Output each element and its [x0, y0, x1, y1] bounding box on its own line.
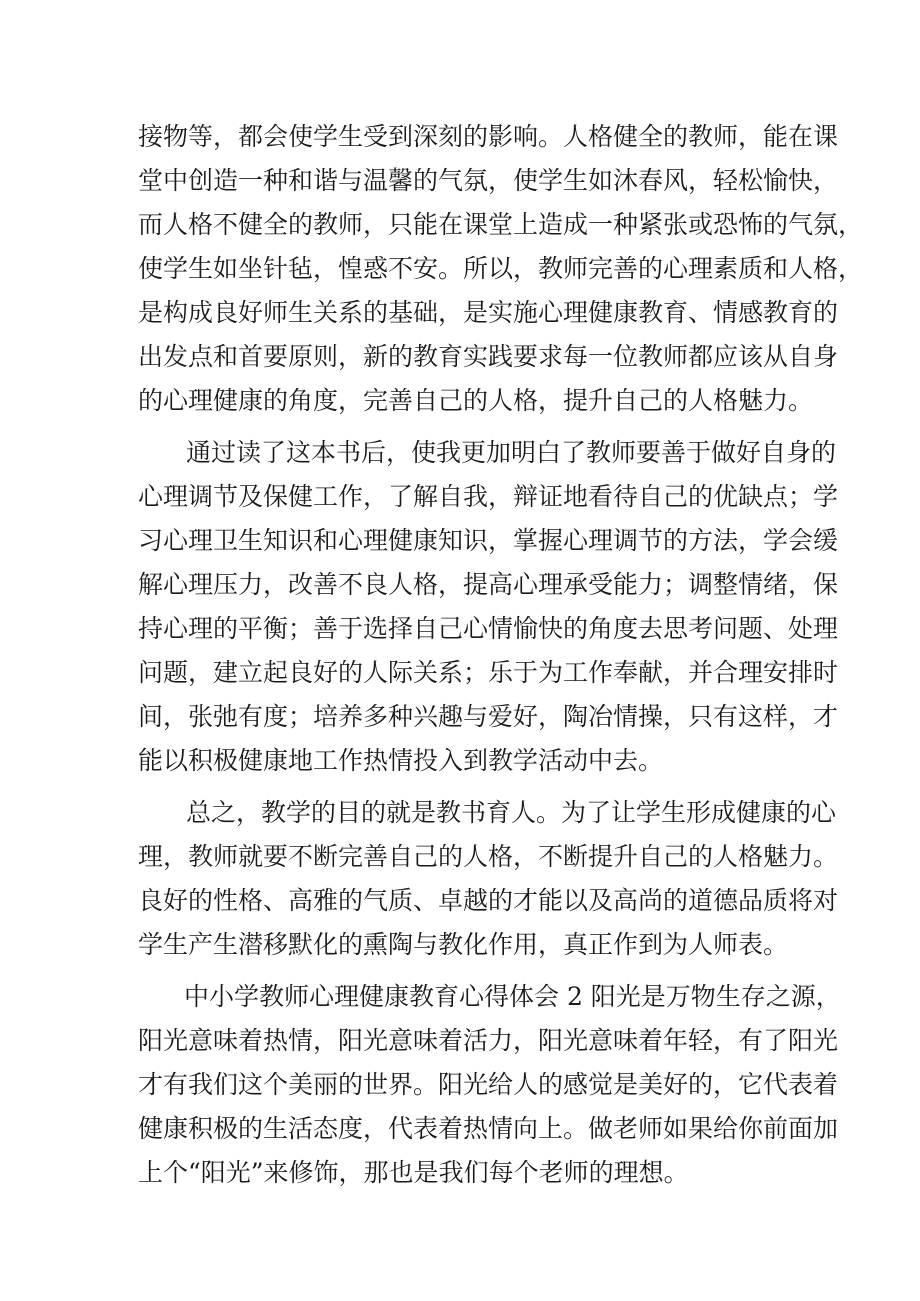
paragraph-4 [138, 975, 841, 1195]
text-line: 才有我们这个美丽的世界。阳光给人的感觉是美好的，它代表着 [138, 1070, 839, 1099]
paragraph-gap [138, 967, 808, 975]
text-line: 堂中创造一种和谐与温馨的气氛，使学生如沐春风，轻松愉快， [138, 166, 839, 195]
text-line: 通过读了这本书后，使我更加明白了教师要善于做好自身的 [186, 438, 837, 467]
text-line: 理，教师就要不断完善自己的人格，不断提升自己的人格魅力。 [138, 842, 839, 871]
text-line: 总之，教学的目的就是教书育人。为了让学生形成健康的心 [186, 798, 837, 827]
text-line: 是构成良好师生关系的基础，是实施心理健康教育、情感教育的 [138, 298, 839, 327]
paragraph-gap [138, 783, 808, 791]
text-line: 阳光意味着热情，阳光意味着活力，阳光意味着年轻，有了阳光 [138, 1026, 839, 1055]
text-line: 使学生如坐针毡，惶惑不安。所以，教师完善的心理素质和人格， [138, 254, 864, 283]
text-line: 间，张弛有度；培养多种兴趣与爱好，陶冶情操，只有这样，才 [138, 702, 839, 731]
text-line: 而人格不健全的教师，只能在课堂上造成一种紧张或恐怖的气氛， [138, 210, 864, 239]
text-line: 中小学教师心理健康教育心得体会 2 阳光是万物生存之源， [184, 982, 841, 1011]
text-line: 健康积极的生活态度，代表着热情向上。做老师如果给你前面加 [138, 1114, 839, 1143]
paragraph-2 [138, 431, 839, 783]
text-line: 接物等，都会使学生受到深刻的影响。人格健全的教师，能在课 [138, 122, 839, 151]
text-line: 出发点和首要原则，新的教育实践要求每一位教师都应该从自身 [138, 342, 839, 371]
document-body [138, 115, 864, 1195]
text-line: 问题，建立起良好的人际关系；乐于为工作奉献，并合理安排时 [138, 658, 839, 687]
paragraph-1 [138, 115, 864, 423]
paragraph-3 [138, 791, 839, 967]
text-line: 学生产生潜移默化的熏陶与教化作用，真正作到为人师表。 [138, 930, 789, 959]
text-line: 的心理健康的角度，完善自己的人格，提升自己的人格魅力。 [138, 386, 814, 415]
text-line: 持心理的平衡；善于选择自己心情愉快的角度去思考问题、处理 [138, 614, 839, 643]
text-line: 良好的性格、高雅的气质、卓越的才能以及高尚的道德品质将对 [138, 886, 839, 915]
text-line: 能以积极健康地工作热情投入到教学活动中去。 [138, 746, 664, 775]
text-line: 上个“阳光”来修饰，那也是我们每个老师的理想。 [138, 1158, 689, 1187]
paragraph-gap [138, 423, 808, 431]
text-line: 解心理压力，改善不良人格，提高心理承受能力；调整情绪，保 [138, 570, 839, 599]
text-line: 习心理卫生知识和心理健康知识，掌握心理调节的方法，学会缓 [138, 526, 839, 555]
text-line: 心理调节及保健工作，了解自我，辩证地看待自己的优缺点；学 [138, 482, 839, 511]
